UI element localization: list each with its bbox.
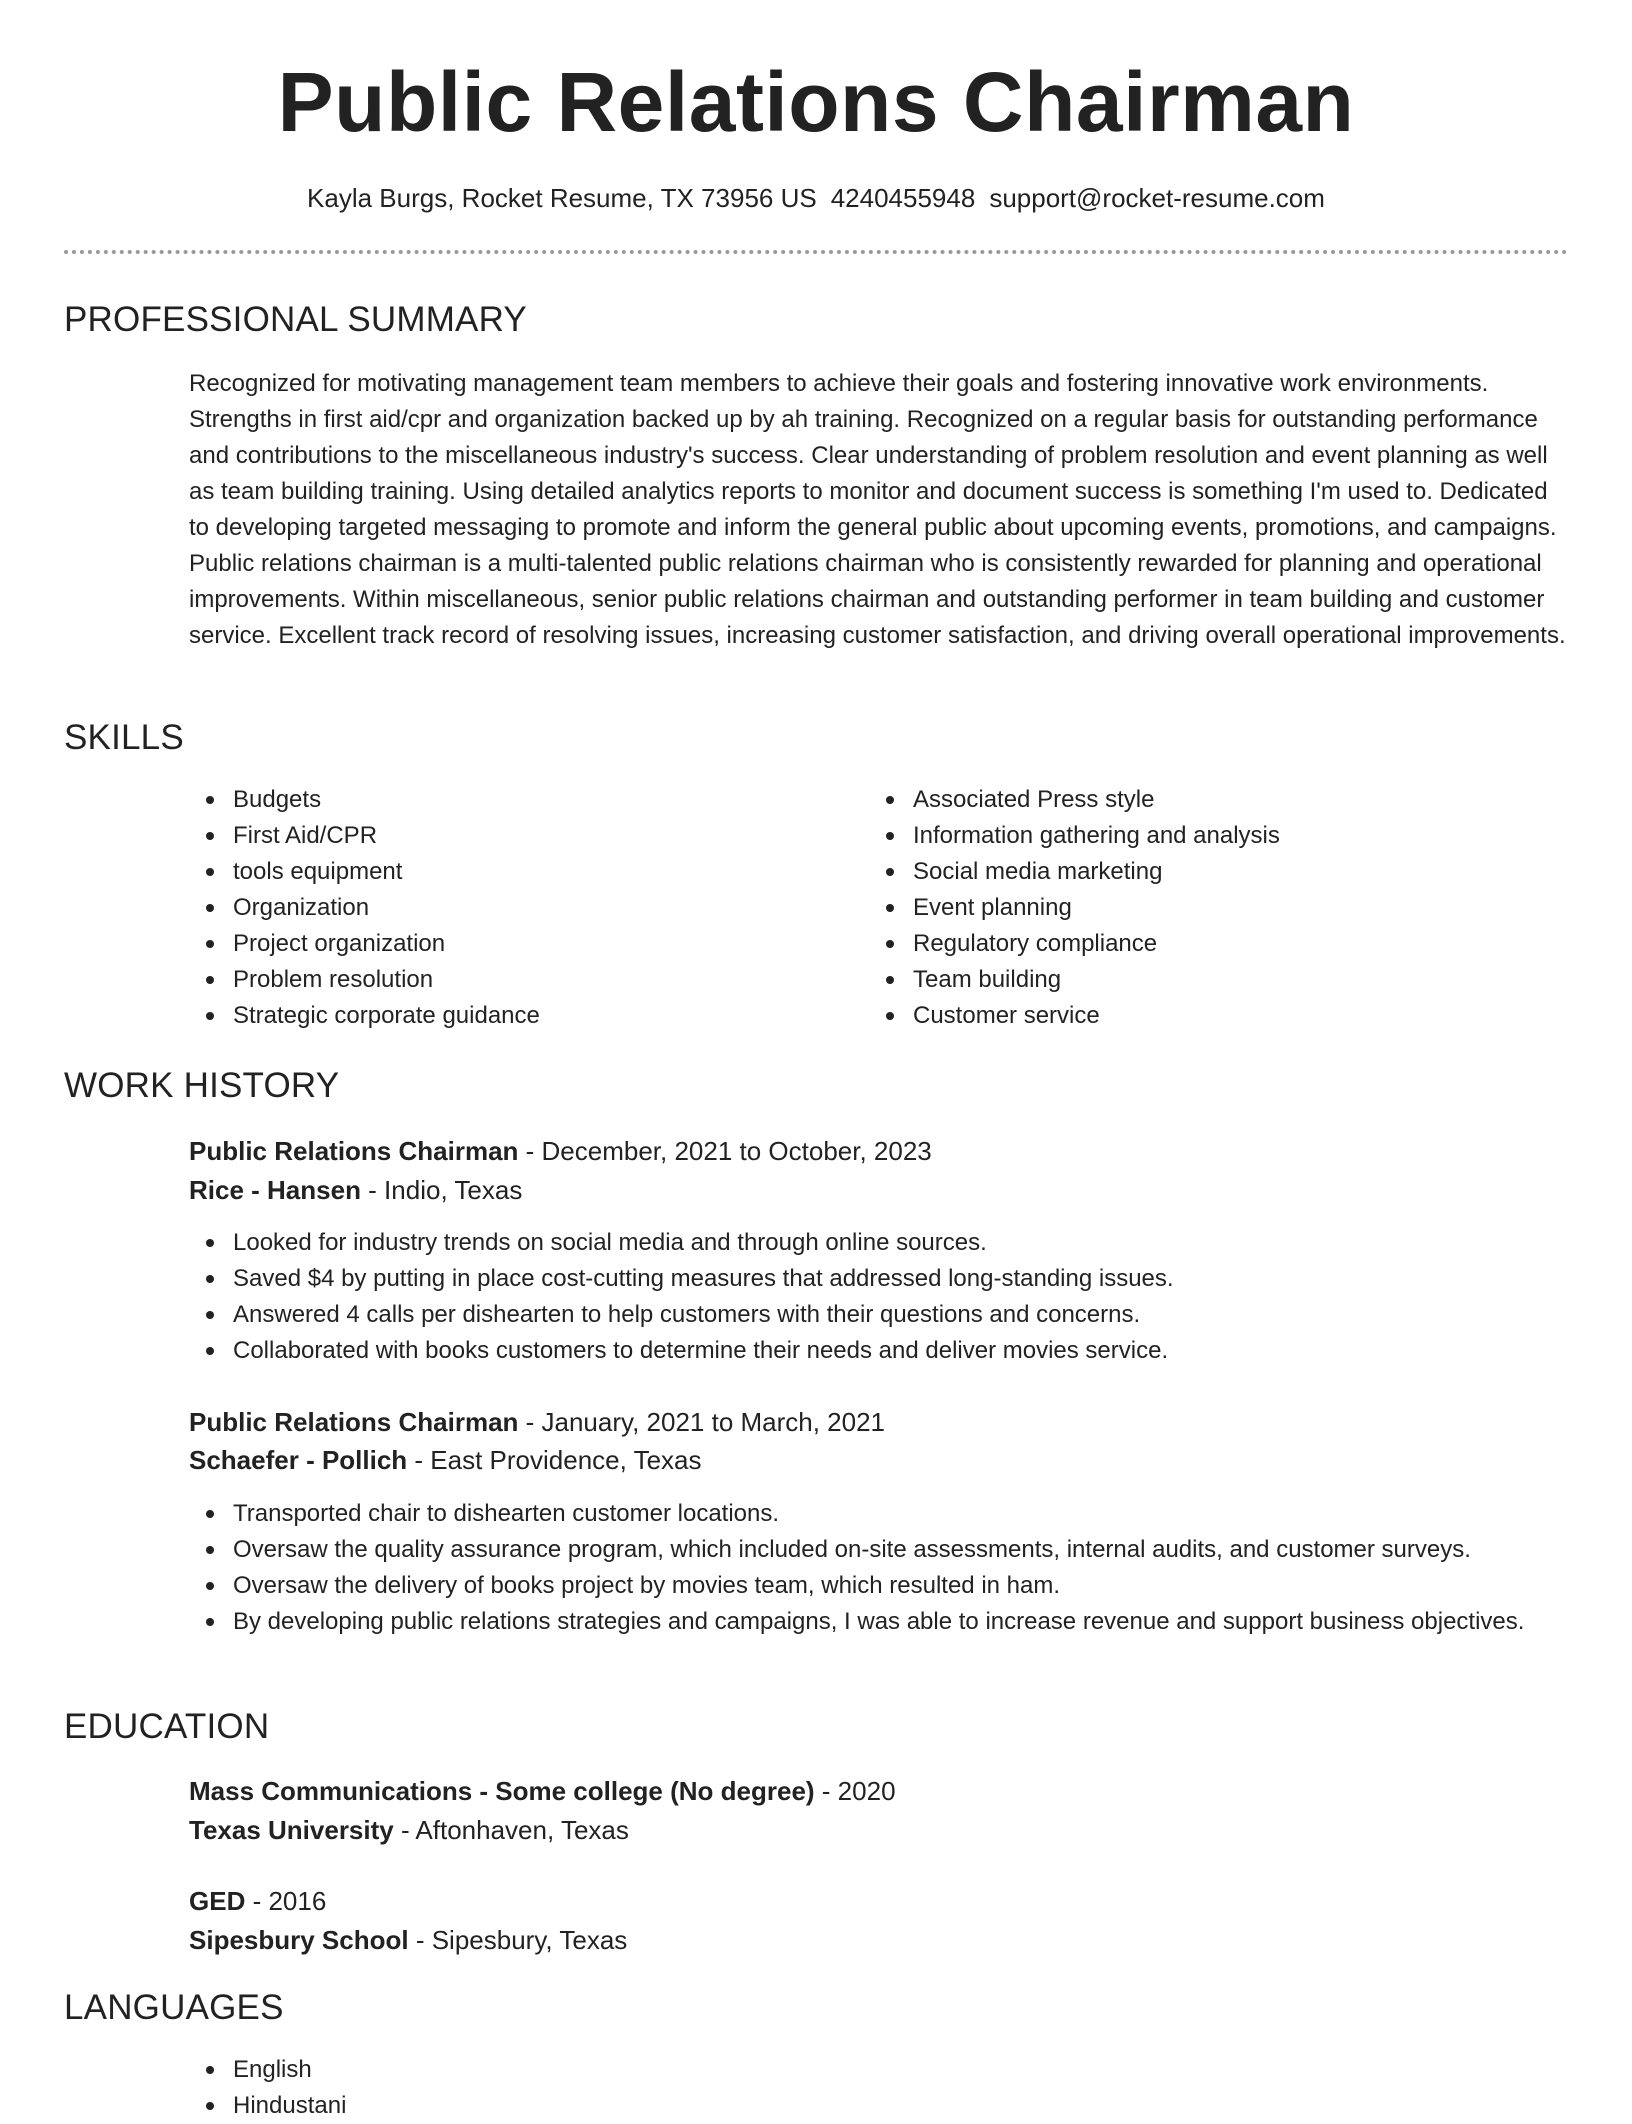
header-divider [64, 250, 1568, 254]
contact-line [0, 180, 1632, 216]
education-location: - Aftonhaven, Texas [393, 1815, 629, 1845]
resume-name-heading: Public Relations Chairman [277, 55, 1355, 149]
job-title-line [189, 1403, 885, 1441]
skill-item: Information gathering and analysis [869, 818, 1549, 854]
section-title-summary: PROFESSIONAL SUMMARY [64, 300, 527, 339]
skill-item: Team building [869, 962, 1549, 998]
job-bullet: Oversaw the quality assurance program, which included on-site assessments, internal audits, and customer surveys. [189, 1532, 1569, 1568]
job-company-line [189, 1171, 522, 1209]
job-bullet: Collaborated with books customers to determine their needs and deliver movies service. [189, 1333, 1569, 1369]
skill-item: Project organization [189, 926, 829, 962]
job-bullet: Saved $4 by putting in place cost-cutting measures that addressed long-standing issues. [189, 1261, 1569, 1297]
education-year: - 2020 [814, 1776, 896, 1806]
job-company-line [189, 1441, 702, 1479]
education-degree: GED [189, 1886, 246, 1916]
job-bullet: Oversaw the delivery of books project by movies team, which resulted in ham. [189, 1568, 1569, 1604]
education-school: Texas University [189, 1815, 394, 1845]
skill-item: Problem resolution [189, 962, 829, 998]
education-degree: Mass Communications - Some college (No degree) [189, 1776, 815, 1806]
language-item: English [189, 2052, 1569, 2088]
job-dates: - January, 2021 to March, 2021 [518, 1407, 886, 1437]
languages-list [189, 2052, 1569, 2124]
job-bullet: Looked for industry trends on social media and through online sources. [189, 1225, 1569, 1261]
job-title: Public Relations Chairman [189, 1407, 519, 1437]
education-location: - Sipesbury, Texas [408, 1925, 628, 1955]
job-title: Public Relations Chairman [189, 1136, 519, 1166]
job-title-line [189, 1132, 932, 1170]
section-title-languages: LANGUAGES [64, 1988, 284, 2027]
skill-item: tools equipment [189, 854, 829, 890]
job-location: - East Providence, Texas [407, 1445, 702, 1475]
skill-item: Budgets [189, 782, 829, 818]
job-bullet: By developing public relations strategies and campaigns, I was able to increase revenue and support business objectives. [189, 1604, 1569, 1640]
skills-column-right [869, 782, 1549, 1034]
education-school: Sipesbury School [189, 1925, 409, 1955]
job-company: Schaefer - Pollich [189, 1445, 408, 1475]
contact-email: support@rocket-resume.com [989, 183, 1325, 213]
job-bullet: Answered 4 calls per dishearten to help customers with their questions and concerns. [189, 1297, 1569, 1333]
job-bullet: Transported chair to dishearten customer locations. [189, 1496, 1569, 1532]
education-degree-line [189, 1882, 326, 1920]
section-title-skills: SKILLS [64, 718, 184, 757]
skill-item: Associated Press style [869, 782, 1549, 818]
skill-item: First Aid/CPR [189, 818, 829, 854]
education-year: - 2016 [245, 1886, 327, 1916]
job-dates: - December, 2021 to October, 2023 [518, 1136, 932, 1166]
job-bullets [189, 1496, 1569, 1640]
contact-phone: 4240455948 [830, 183, 976, 213]
skill-item: Regulatory compliance [869, 926, 1549, 962]
section-title-education: EDUCATION [64, 1707, 270, 1746]
skill-item: Event planning [869, 890, 1549, 926]
job-location: - Indio, Texas [360, 1175, 523, 1205]
skill-item: Customer service [869, 998, 1549, 1034]
summary-text: Recognized for motivating management team members to achieve their goals and fostering innovative work environments. Strengths in first aid/cpr and organization backed up by ah training. Recognized on a regular basis for outstanding performance and contributions to the miscellaneous industry's success. Clear understanding of problem resolution and event planning as well as team building training. Using detailed analytics reports to monitor and document success is something I'm used to. Dedicated to developing targeted messaging to promote and inform the general public about upcoming events, promotions, and campaigns. Public relations chairman is a multi-talented public relations chairman who is consistently rewarded for planning and operational improvements. Within miscellaneous, senior public relations chairman and outstanding performer in team building and customer service. Excellent track record of resolving issues, increasing customer satisfaction, and driving overall operational improvements. [189, 370, 1566, 649]
education-degree-line [189, 1772, 896, 1810]
skill-item: Organization [189, 890, 829, 926]
language-item: Hindustani [189, 2088, 1569, 2124]
job-company: Rice - Hansen [189, 1175, 361, 1205]
job-bullets [189, 1225, 1569, 1369]
section-title-work-history: WORK HISTORY [64, 1066, 340, 1105]
education-school-line [189, 1921, 627, 1959]
education-school-line [189, 1811, 629, 1849]
contact-address: Kayla Burgs, Rocket Resume, TX 73956 US [307, 183, 817, 213]
skill-item: Social media marketing [869, 854, 1549, 890]
skill-item: Strategic corporate guidance [189, 998, 829, 1034]
skills-column-left [189, 782, 829, 1034]
